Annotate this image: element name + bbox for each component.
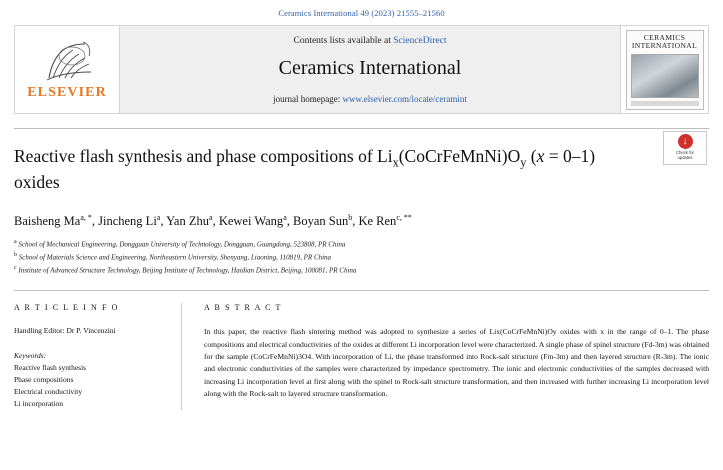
author-marks: c, **: [396, 212, 412, 222]
keyword-item: Reactive flash synthesis: [14, 363, 87, 373]
author-name: Boyan Sun: [293, 213, 349, 228]
article-info-column: [14, 303, 182, 410]
handling-editor: Handling Editor: Dr P. Vincenzini: [14, 326, 116, 336]
affiliation-mark: c: [14, 264, 17, 271]
keyword-item: Li incorporation: [14, 399, 63, 409]
affiliation-list: [14, 238, 709, 277]
title-subscript-y: y: [520, 155, 527, 170]
affiliation-mark: b: [14, 251, 17, 258]
author-marks: a, *: [80, 212, 92, 222]
crossmark-label: Check for updates: [676, 150, 694, 161]
divider-top: [14, 128, 709, 129]
info-abstract-columns: [14, 303, 709, 410]
author-marks: b: [348, 212, 353, 222]
keywords-heading: Keywords:: [14, 351, 47, 361]
journal-masthead: [14, 25, 709, 114]
journal-cover-thumbnail: [620, 26, 708, 113]
keyword-item: Electrical conductivity: [14, 387, 83, 397]
title-segment-3: (: [526, 146, 537, 166]
cover-title: CERAMICS INTERNATIONAL: [631, 32, 698, 51]
title-segment-4: = 0–1) oxides: [14, 146, 596, 193]
running-head: Ceramics International 49 (2023) 21555–21560: [278, 8, 445, 18]
crossmark-icon: ↓: [678, 134, 693, 149]
author-item[interactable]: [14, 214, 92, 228]
homepage-line: [273, 94, 467, 104]
title-subscript-x: x: [392, 155, 399, 170]
keywords-list: [14, 362, 167, 410]
author-item[interactable]: [166, 214, 212, 228]
author-name: Kewei Wang: [218, 213, 284, 228]
affiliation-item: [14, 264, 709, 277]
sciencedirect-link[interactable]: ScienceDirect: [393, 35, 447, 46]
author-name: Baisheng Ma: [14, 213, 81, 228]
title-segment-2: (CoCrFeMnNi)O: [398, 146, 521, 166]
homepage-prefix: journal homepage:: [273, 93, 343, 104]
abstract-text: In this paper, the reactive flash sintering method was adopted to synthesize a series of Lix(CoCrFeMnNi)Oy oxides with x in the range of 0–1. The phase compositions and electrical conductivities of the oxides at different Li incorporation level were characterized. A single phase of spinel structure (Fd-3m) was obtained for the sample (CoCrFeMnNi)3O4. With incorporation of Li, the phase transformed into Rock-salt structure (Fm-3m) and then layered structure (R-3m). The ionic and electronic conductivities of the samples were characterized by impedance spectrometry. The ionic and electronic conductivities of the samples decreased with increasing Li incorporation level at first along with the spinel to Rock-salt structure transformation, and then increased with further increasing Li incorporation level along with the Rock-salt to layered structure transformation.: [204, 327, 709, 398]
cover-footer-bar: [631, 101, 699, 106]
elsevier-wordmark: ELSEVIER: [27, 85, 107, 100]
elsevier-tree-icon: [39, 36, 95, 84]
elsevier-logo: [15, 26, 120, 113]
keyword-item: Phase compositions: [14, 375, 74, 385]
article-info-heading: A R T I C L E I N F O: [14, 303, 120, 313]
affiliation-text: Institute of Advanced Structure Technology, Beijing Institute of Technology, Haidian District, Beijing, 100081, PR China: [18, 265, 357, 274]
crossmark-badge[interactable]: [663, 131, 707, 165]
journal-homepage-link[interactable]: www.elsevier.com/locate/ceramint: [342, 93, 467, 104]
abstract-heading: A B S T R A C T: [204, 303, 283, 313]
page-title: [14, 145, 645, 195]
divider-bottom: [14, 290, 709, 291]
author-item[interactable]: [98, 214, 160, 228]
contents-line: [293, 36, 446, 46]
author-marks: a: [283, 212, 287, 222]
author-item[interactable]: [293, 214, 352, 228]
author-marks: a: [156, 212, 161, 222]
title-segment-1: Reactive flash synthesis and phase compositions of Li: [14, 146, 393, 166]
author-item[interactable]: [358, 214, 411, 228]
abstract-column: [182, 303, 709, 410]
author-name: Yan Zhu: [166, 213, 209, 228]
affiliation-text: School of Mechanical Engineering, Dongguan University of Technology, Dongguan, Guangdong, 523808, PR China: [18, 240, 346, 249]
author-item[interactable]: [219, 214, 287, 228]
title-block: [14, 136, 709, 195]
affiliation-text: School of Materials Science and Engineering, Northeastern University, Shenyang, Liaoning, 110819, PR China: [18, 253, 332, 262]
author-marks: a: [209, 212, 213, 222]
journal-title: Ceramics International: [278, 56, 462, 79]
author-list: Baisheng $Ma^{a, *}$, Jincheng Li$^a$, Yan Zhu$^a$, Kewei Wang$^a$, Boyan Sun$^b$, Ke Ren$^{c, **}$: [14, 212, 412, 228]
masthead-center: [120, 26, 620, 113]
affiliation-item: [14, 238, 709, 251]
affiliation-item: [14, 251, 709, 264]
affiliation-mark: a: [14, 238, 17, 245]
cover-image: [631, 54, 699, 98]
contents-prefix: Contents lists available at: [293, 35, 394, 46]
title-italic-x: x: [536, 146, 545, 166]
author-name: Ke Ren: [358, 213, 397, 228]
author-name: Jincheng Li: [98, 213, 157, 228]
